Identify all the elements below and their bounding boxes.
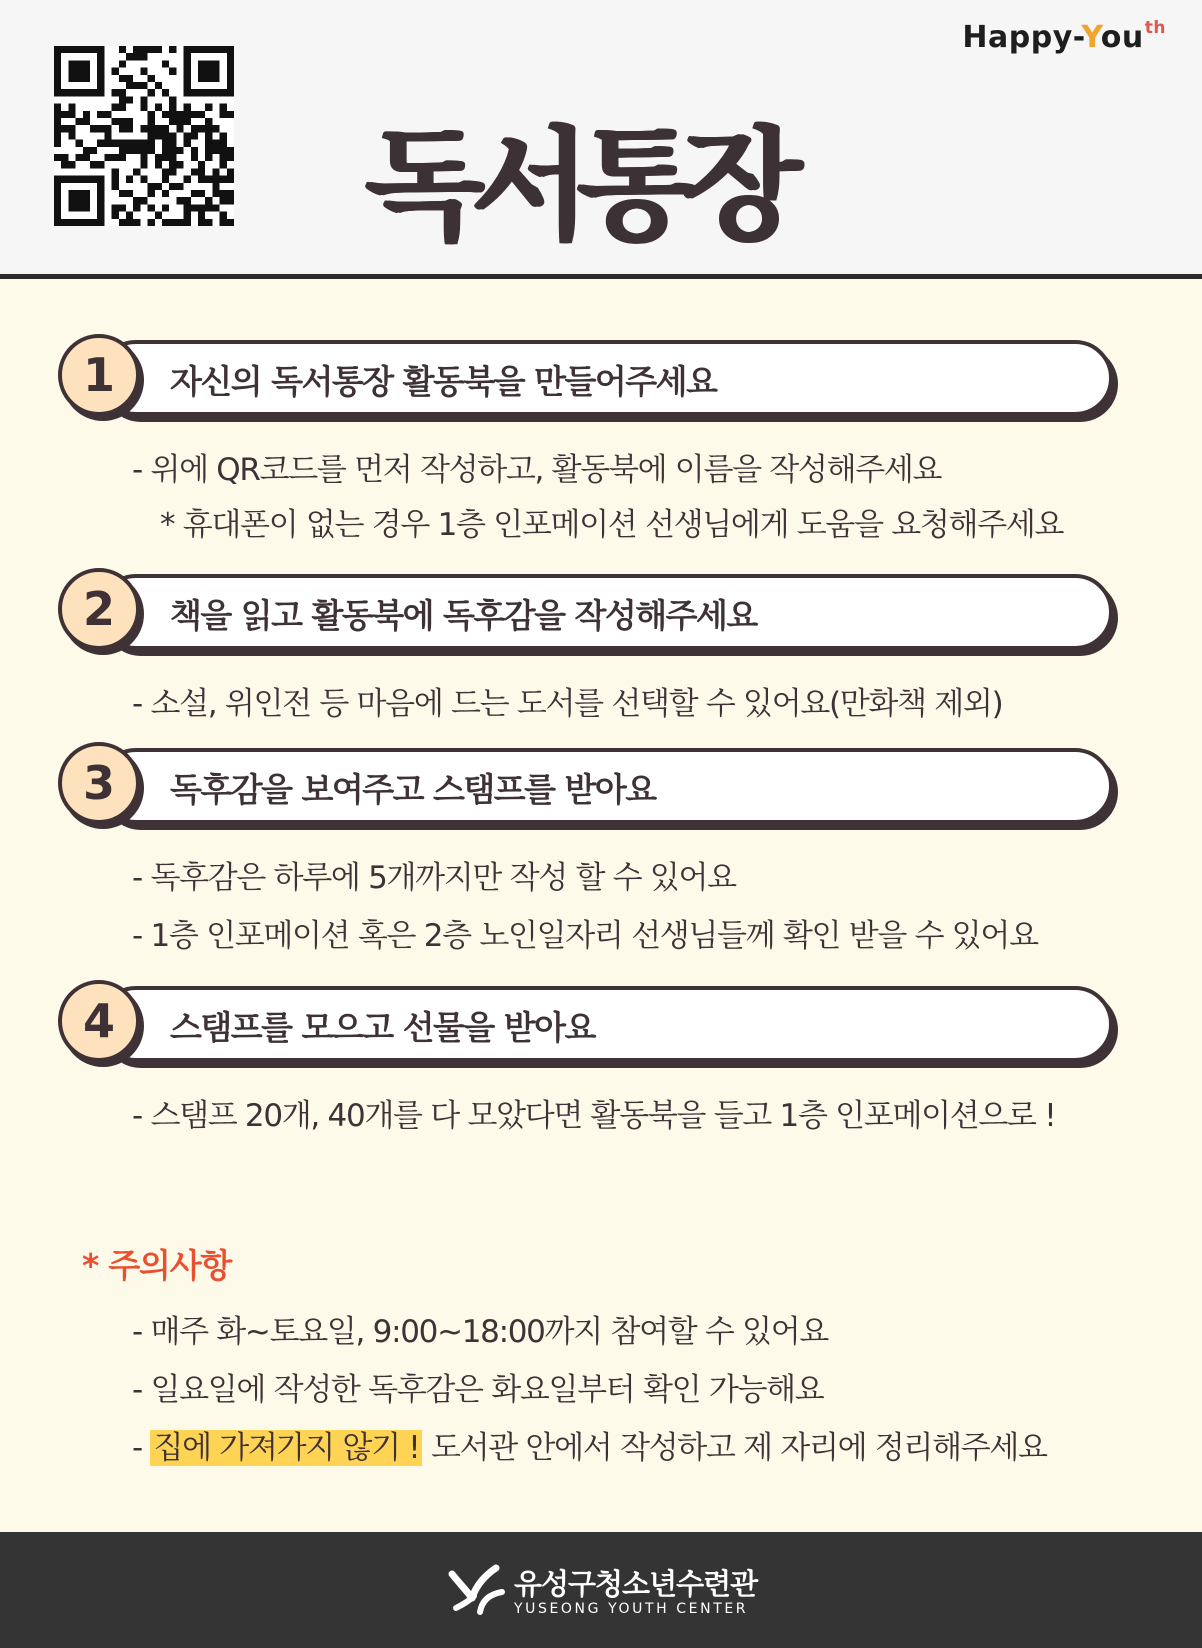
brand-logo: Happy-You$^{th}$ [962,18,1166,55]
warning-highlight: 집에 가져가지 않기 ! [150,1430,422,1466]
page-title: 독서통장 [365,115,789,257]
qr-code-icon[interactable] [54,46,234,226]
step-2 [58,568,1113,660]
step-number-badge: 2 [58,568,140,650]
notice-line: - 매주 화~토요일, 9:00~18:00까지 참여할 수 있어요 [132,1314,829,1350]
step-title: 책을 읽고 활동북에 독후감을 작성해주세요 [170,596,757,635]
step-3-detail: - 1층 인포메이션 혹은 2층 노인일자리 선생님들께 확인 받을 수 있어요 [132,918,1038,954]
step-1-detail: - 위에 QR코드를 먼저 작성하고, 활동북에 이름을 작성해주세요 [132,452,942,488]
step-4-detail: - 스탬프 20개, 40개를 다 모았다면 활동북을 들고 1층 인포메이션으로 ! [132,1098,1056,1134]
step-3 [58,742,1113,834]
org-name-english: YUSEONG YOUTH CENTER [514,1601,749,1617]
step-title: 스탬프를 모으고 선물을 받아요 [170,1008,595,1047]
step-title: 자신의 독서통장 활동북을 만들어주세요 [170,362,717,401]
org-name: 유성구청소년수련관 [514,1567,758,1601]
step-number-badge: 3 [58,742,140,824]
step-2-detail: - 소설, 위인전 등 마음에 드는 도서를 선택할 수 있어요(만화책 제외) [132,686,1003,722]
step-3-detail: - 독후감은 하루에 5개까지만 작성 할 수 있어요 [132,860,736,896]
header [0,0,1202,279]
notice-line-warning: - 집에 가져가지 않기 ! 도서관 안에서 작성하고 제 자리에 정리해주세요 [132,1430,1047,1466]
notice-title: * 주의사항 [82,1246,232,1285]
footer [0,1532,1202,1648]
step-number-badge: 4 [58,980,140,1062]
step-1-note: * 휴대폰이 없는 경우 1층 인포메이션 선생님에게 도움을 요청해주세요 [160,507,1064,543]
step-number-badge: 1 [58,334,140,416]
step-4 [58,980,1113,1072]
yuseong-youth-center-logo-icon [446,1560,506,1620]
notice-line: - 일요일에 작성한 독후감은 화요일부터 확인 가능해요 [132,1372,824,1408]
step-1 [58,334,1113,426]
step-title: 독후감을 보여주고 스탬프를 받아요 [170,770,656,809]
